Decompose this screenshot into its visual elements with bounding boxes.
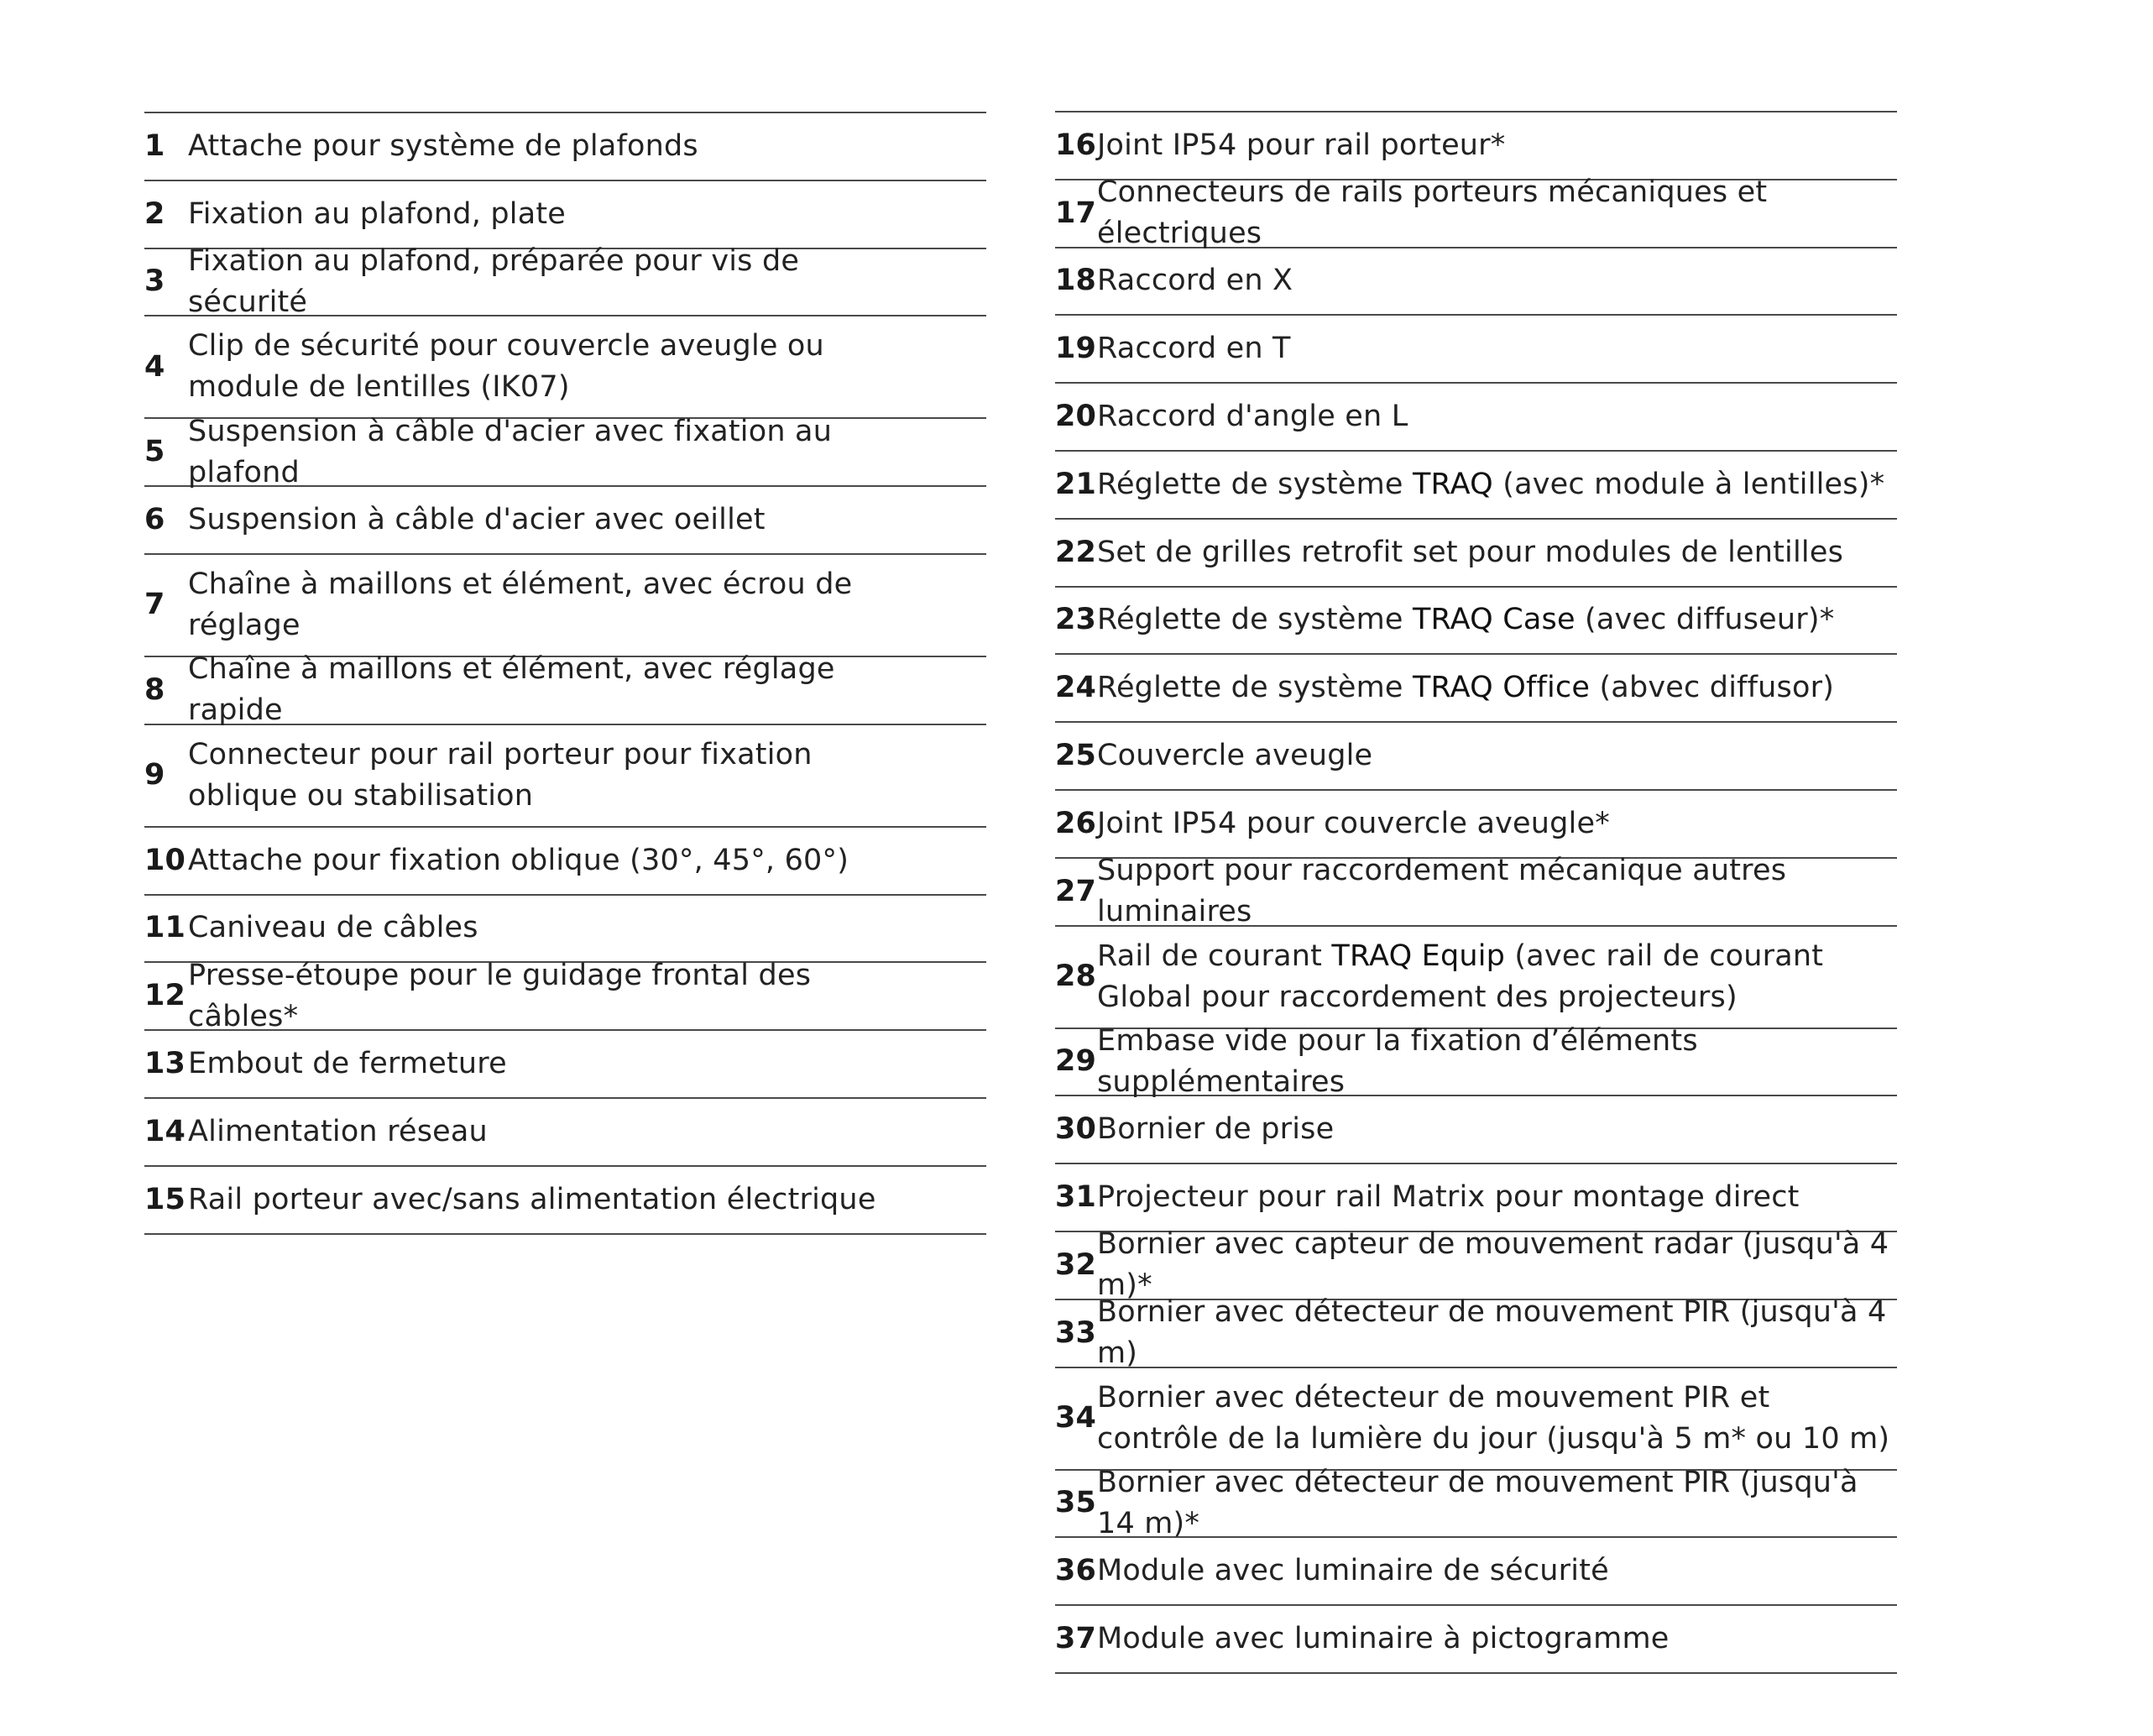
item-number: 25: [1055, 739, 1097, 773]
item-number: 29: [1055, 1044, 1097, 1079]
list-item: [1055, 520, 1897, 588]
list-item: [1055, 112, 1897, 180]
item-label: Attache pour système de plafonds: [188, 128, 698, 163]
item-label: Bornier avec détecteur de mouvement PIR et contrôle de la lumière du jour (jusqu'à 5 m* ou 10 m): [1097, 1380, 1890, 1456]
item-label: Bornier de prise: [1097, 1112, 1335, 1147]
list-item: [144, 652, 986, 728]
item-number: 9: [144, 758, 165, 792]
list-item: [144, 414, 986, 489]
item-number: 10: [144, 843, 186, 877]
list-item: [1055, 248, 1897, 316]
item-number: 28: [1055, 960, 1097, 994]
item-number: 35: [1055, 1486, 1097, 1520]
list-item: [144, 244, 986, 319]
item-number: 19: [1055, 332, 1097, 366]
item-label: Bornier avec capteur de mouvement radar (jusqu'à 4 m)*: [1097, 1227, 1889, 1303]
list-item: [1055, 1538, 1897, 1606]
item-label: [1097, 936, 1897, 1018]
list-item: [144, 1031, 986, 1099]
list-item: [1055, 1164, 1897, 1232]
item-label-pre: Réglette de système: [1097, 671, 1413, 705]
item-label: Raccord en X: [1097, 264, 1293, 298]
item-label: Connecteur pour rail porteur pour fixation oblique ou stabilisation: [188, 737, 813, 813]
item-number: 6: [144, 503, 165, 537]
item-number: 14: [144, 1114, 186, 1148]
list-item: [1055, 1295, 1897, 1371]
item-label: [1097, 667, 1897, 709]
item-number: 11: [144, 911, 186, 945]
list-item: [144, 725, 986, 828]
list-item: [144, 181, 986, 249]
item-label: Couvercle aveugle: [1097, 739, 1373, 773]
item-number: 34: [1055, 1401, 1097, 1435]
list-item: [1055, 384, 1897, 452]
item-number: 8: [144, 672, 165, 707]
item-number: 18: [1055, 264, 1097, 298]
item-number: 24: [1055, 671, 1097, 705]
item-number: 26: [1055, 806, 1097, 840]
item-label: Rail porteur avec/sans alimentation électrique: [188, 1182, 876, 1216]
list-item: [144, 1167, 986, 1235]
list-item: [1055, 588, 1897, 656]
list-item: [1055, 1465, 1897, 1540]
item-label-post: (avec rail de courant Global pour raccordement des projecteurs): [1097, 939, 1824, 1014]
list-item: [1055, 1606, 1897, 1674]
item-label: Support pour raccordement mécanique autres luminaires: [1097, 854, 1787, 929]
item-label: Module avec luminaire de sécurité: [1097, 1554, 1609, 1588]
list-item: [1055, 1368, 1897, 1471]
list-item: [1055, 1023, 1897, 1099]
list-item: [1055, 175, 1897, 251]
item-label: Bornier avec détecteur de mouvement PIR (jusqu'à 14 m)*: [1097, 1465, 1858, 1540]
item-label: Bornier avec détecteur de mouvement PIR (jusqu'à 4 m): [1097, 1295, 1887, 1371]
list-item: [144, 828, 986, 896]
item-label: Set de grilles retrofit set pour modules de lentilles: [1097, 535, 1844, 569]
item-label: Module avec luminaire à pictogramme: [1097, 1622, 1670, 1656]
list-item: [1055, 854, 1897, 929]
list-item: [1055, 1096, 1897, 1164]
item-label-post: (avec diffuseur)*: [1575, 603, 1835, 637]
list-item: [1055, 927, 1897, 1029]
list-item: [144, 555, 986, 657]
item-number: 1: [144, 128, 165, 163]
product-name: TRAQ Case: [1412, 603, 1576, 637]
item-label: [1097, 599, 1897, 641]
item-number: 16: [1055, 128, 1097, 162]
item-number: 21: [1055, 467, 1097, 501]
list-item: [144, 958, 986, 1033]
item-label: Fixation au plafond, plate: [188, 196, 567, 231]
item-number: 33: [1055, 1315, 1097, 1350]
item-number: 13: [144, 1047, 186, 1081]
item-label: Joint IP54 pour rail porteur*: [1097, 128, 1506, 162]
list-item: [1055, 655, 1897, 723]
item-label: Clip de sécurité pour couvercle aveugle ou module de lentilles (IK07): [188, 329, 824, 405]
item-label-pre: Réglette de système: [1097, 603, 1413, 637]
item-label: Alimentation réseau: [188, 1114, 488, 1148]
item-number: 5: [144, 435, 165, 469]
item-number: 3: [144, 264, 165, 299]
item-label: Raccord en T: [1097, 332, 1291, 366]
list-item: [1055, 452, 1897, 520]
product-name: TRAQ Equip: [1331, 939, 1506, 973]
item-number: 15: [144, 1182, 186, 1216]
item-label: Connecteurs de rails porteurs mécaniques et électriques: [1097, 175, 1768, 251]
item-number: 22: [1055, 535, 1097, 569]
item-label: Presse-étoupe pour le guidage frontal des câbles*: [188, 958, 812, 1033]
parts-list-left: [144, 112, 986, 1235]
item-label: Raccord d'angle en L: [1097, 400, 1408, 434]
item-label: Suspension à câble d'acier avec oeillet: [188, 503, 766, 537]
item-label: Joint IP54 pour couvercle aveugle*: [1097, 806, 1610, 840]
item-label: Fixation au plafond, préparée pour vis de sécurité: [188, 244, 800, 319]
item-number: 12: [144, 979, 186, 1013]
item-label: Embase vide pour la fixation d’éléments supplémentaires: [1097, 1023, 1698, 1099]
item-number: 27: [1055, 874, 1097, 908]
item-label-post: (abvec diffusor): [1590, 671, 1835, 705]
item-label-pre: Réglette de système: [1097, 467, 1413, 501]
list-item: [144, 316, 986, 419]
list-item: [1055, 1227, 1897, 1303]
item-number: 36: [1055, 1554, 1097, 1588]
item-number: 17: [1055, 196, 1097, 230]
item-label: Attache pour fixation oblique (30°, 45°, 60°): [188, 843, 849, 877]
product-name: TRAQ Office: [1412, 671, 1591, 705]
item-label: Embout de fermeture: [188, 1047, 507, 1081]
list-item: [1055, 316, 1897, 384]
item-number: 7: [144, 588, 165, 622]
item-label: Chaîne à maillons et élément, avec écrou de réglage: [188, 567, 853, 642]
item-number: 20: [1055, 400, 1097, 434]
list-item: [144, 487, 986, 555]
item-label: Suspension à câble d'acier avec fixation au plafond: [188, 414, 833, 489]
list-item: [144, 113, 986, 181]
item-number: 30: [1055, 1112, 1097, 1147]
item-label: [1097, 464, 1897, 505]
item-label: Projecteur pour rail Matrix pour montage direct: [1097, 1180, 1800, 1215]
list-item: [144, 1099, 986, 1167]
list-item: [1055, 723, 1897, 791]
item-label-post: (avec module à lentilles)*: [1492, 467, 1885, 501]
list-item: [1055, 791, 1897, 859]
item-number: 31: [1055, 1180, 1097, 1215]
item-number: 23: [1055, 603, 1097, 637]
item-number: 32: [1055, 1247, 1097, 1282]
item-label-pre: Rail de courant: [1097, 939, 1332, 973]
item-number: 37: [1055, 1622, 1097, 1656]
product-name: TRAQ: [1412, 467, 1493, 501]
item-label: Caniveau de câbles: [188, 911, 478, 945]
item-number: 2: [144, 196, 165, 231]
item-label: Chaîne à maillons et élément, avec réglage rapide: [188, 652, 835, 728]
list-item: [144, 896, 986, 964]
item-number: 4: [144, 349, 165, 384]
parts-list-right: [1055, 111, 1897, 1674]
